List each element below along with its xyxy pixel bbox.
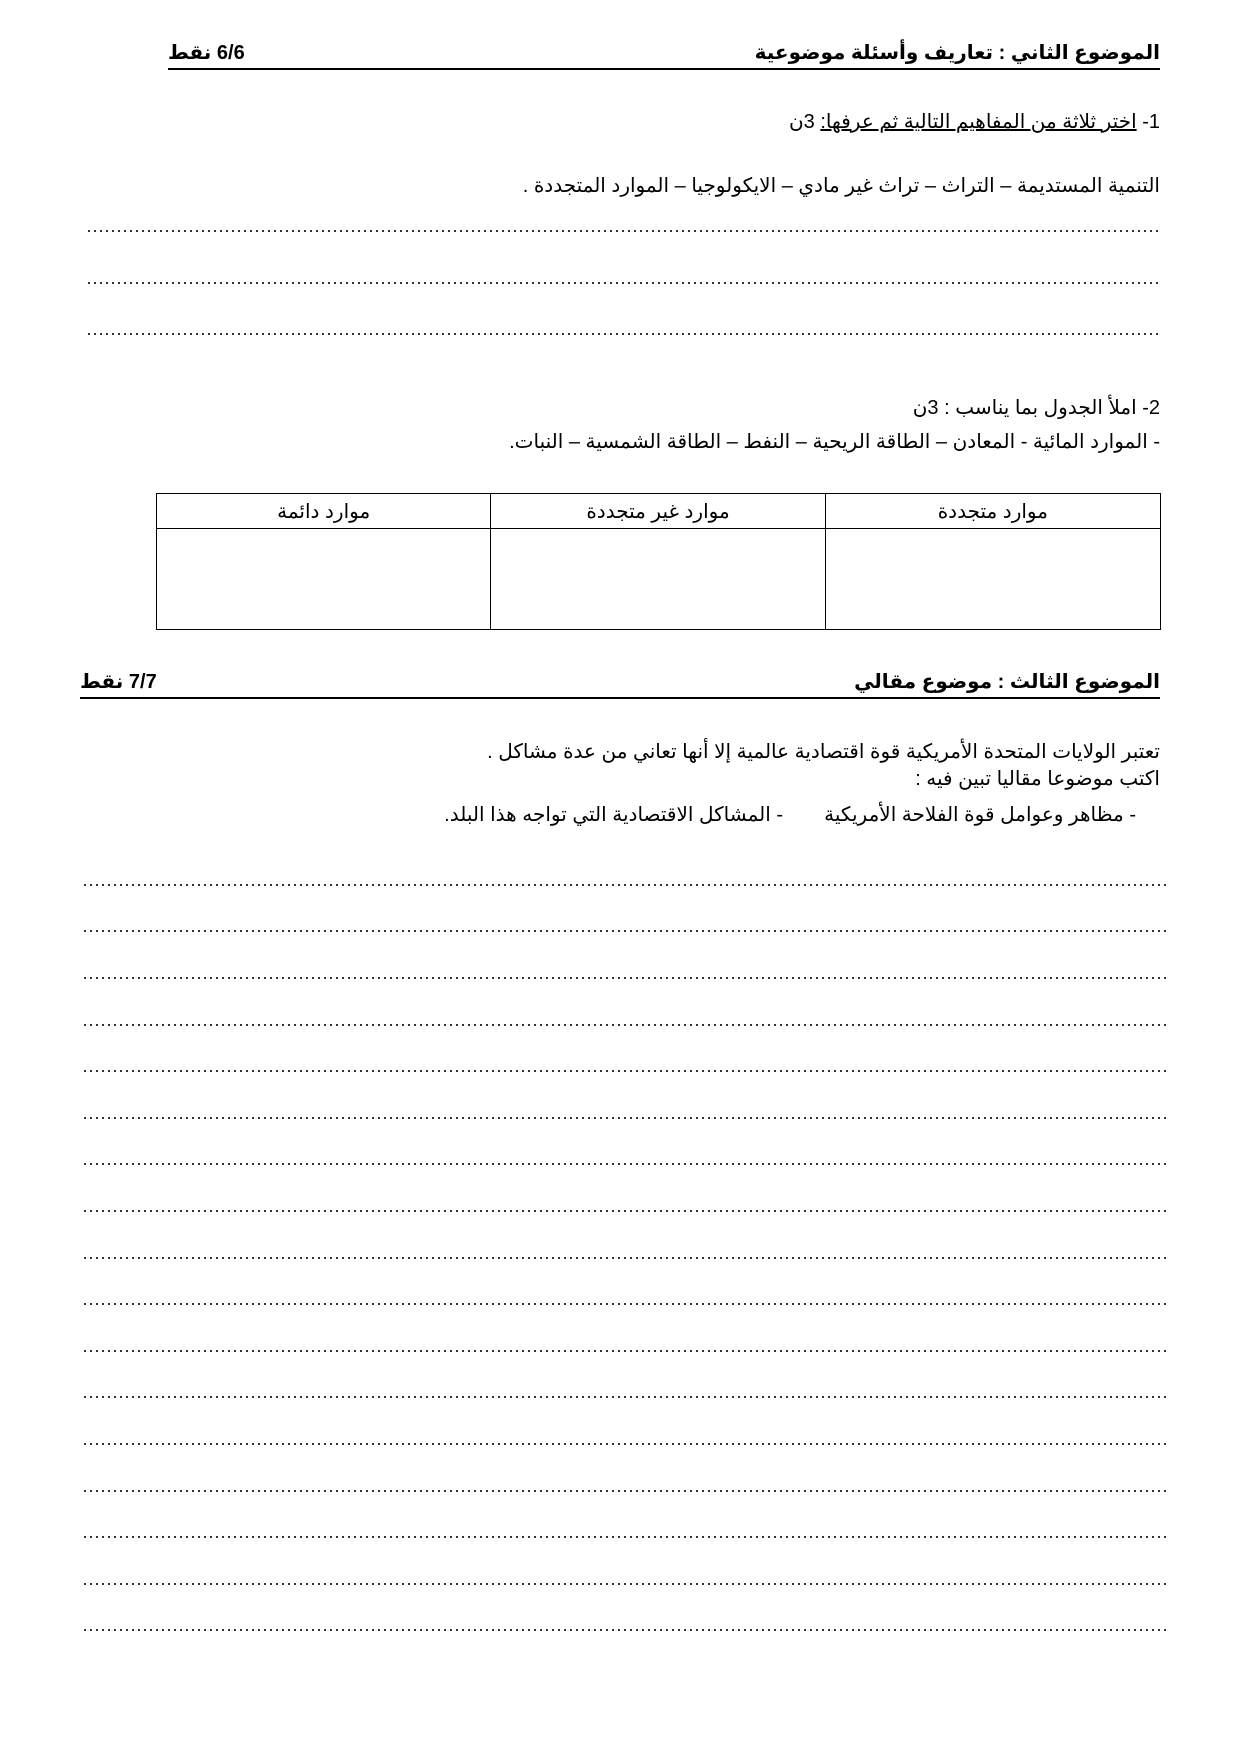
question-1-concepts: التنمية المستديمة – التراث – تراث غير مادي – الايكولوجيا – الموارد المتجددة . [522,175,1160,197]
essay-instruction: اكتب موضوعا مقاليا تبين فيه : [915,768,1160,790]
question-1-text: اختر ثلاثة من المفاهيم التالية ثم عرفها: [820,111,1137,133]
essay-line[interactable] [82,1629,1168,1631]
table-cell-non-renewable[interactable] [491,529,825,630]
table-header-non-renewable: موارد غير متجددة [491,494,825,529]
table-row [157,529,1161,630]
essay-line[interactable] [82,977,1168,979]
essay-intro: تعتبر الولايات المتحدة الأمريكية قوة اقتصادية عالمية إلا أنها تعاني من عدة مشاكل . [487,741,1160,763]
resources-table [156,493,1161,630]
question-1-number: 1- [1142,111,1160,133]
essay-line[interactable] [82,1350,1168,1352]
essay-line[interactable] [82,1257,1168,1259]
section-3-title: الموضوع الثالث : موضوع مقالي [854,671,1160,693]
essay-line[interactable] [82,930,1168,932]
question-1-score: 3ن [788,111,815,133]
question-2-prompt: 2- املأ الجدول بما يناسب : 3ن [912,397,1160,419]
essay-line[interactable] [82,1163,1168,1165]
table-header-row [157,494,1161,529]
section-2-title: الموضوع الثاني : تعاريف وأسئلة موضوعية [754,42,1160,64]
question-2-items: - الموارد المائية - المعادن – الطاقة الريحية – النفط – الطاقة الشمسية – النبات. [509,431,1160,453]
answer-line[interactable] [86,230,1160,232]
essay-line[interactable] [82,1024,1168,1026]
essay-line[interactable] [82,1490,1168,1492]
essay-line[interactable] [82,884,1168,886]
essay-line[interactable] [82,1583,1168,1585]
table-header-renewable: موارد متجددة [825,494,1160,529]
essay-line[interactable] [82,1303,1168,1305]
essay-line[interactable] [82,1070,1168,1072]
section-3-points: 7/7 نقط [80,671,157,693]
essay-line[interactable] [82,1117,1168,1119]
question-1-prompt [789,110,1160,134]
essay-line[interactable] [82,1536,1168,1538]
table-cell-renewable[interactable] [825,529,1160,630]
answer-line[interactable] [86,333,1160,335]
essay-point-2: - المشاكل الاقتصادية التي تواجه هذا البلد. [444,804,784,826]
section-2-header [168,40,1160,70]
essay-line[interactable] [82,1396,1168,1398]
essay-point-1: - مظاهر وعوامل قوة الفلاحة الأمريكية [824,804,1136,826]
essay-line[interactable] [82,1443,1168,1445]
table-cell-permanent[interactable] [157,529,491,630]
essay-points [444,803,1136,827]
section-3-header [80,669,1160,699]
essay-line[interactable] [82,1210,1168,1212]
table-header-permanent: موارد دائمة [157,494,491,529]
section-2-points: 6/6 نقط [168,42,245,64]
answer-line[interactable] [86,282,1160,284]
